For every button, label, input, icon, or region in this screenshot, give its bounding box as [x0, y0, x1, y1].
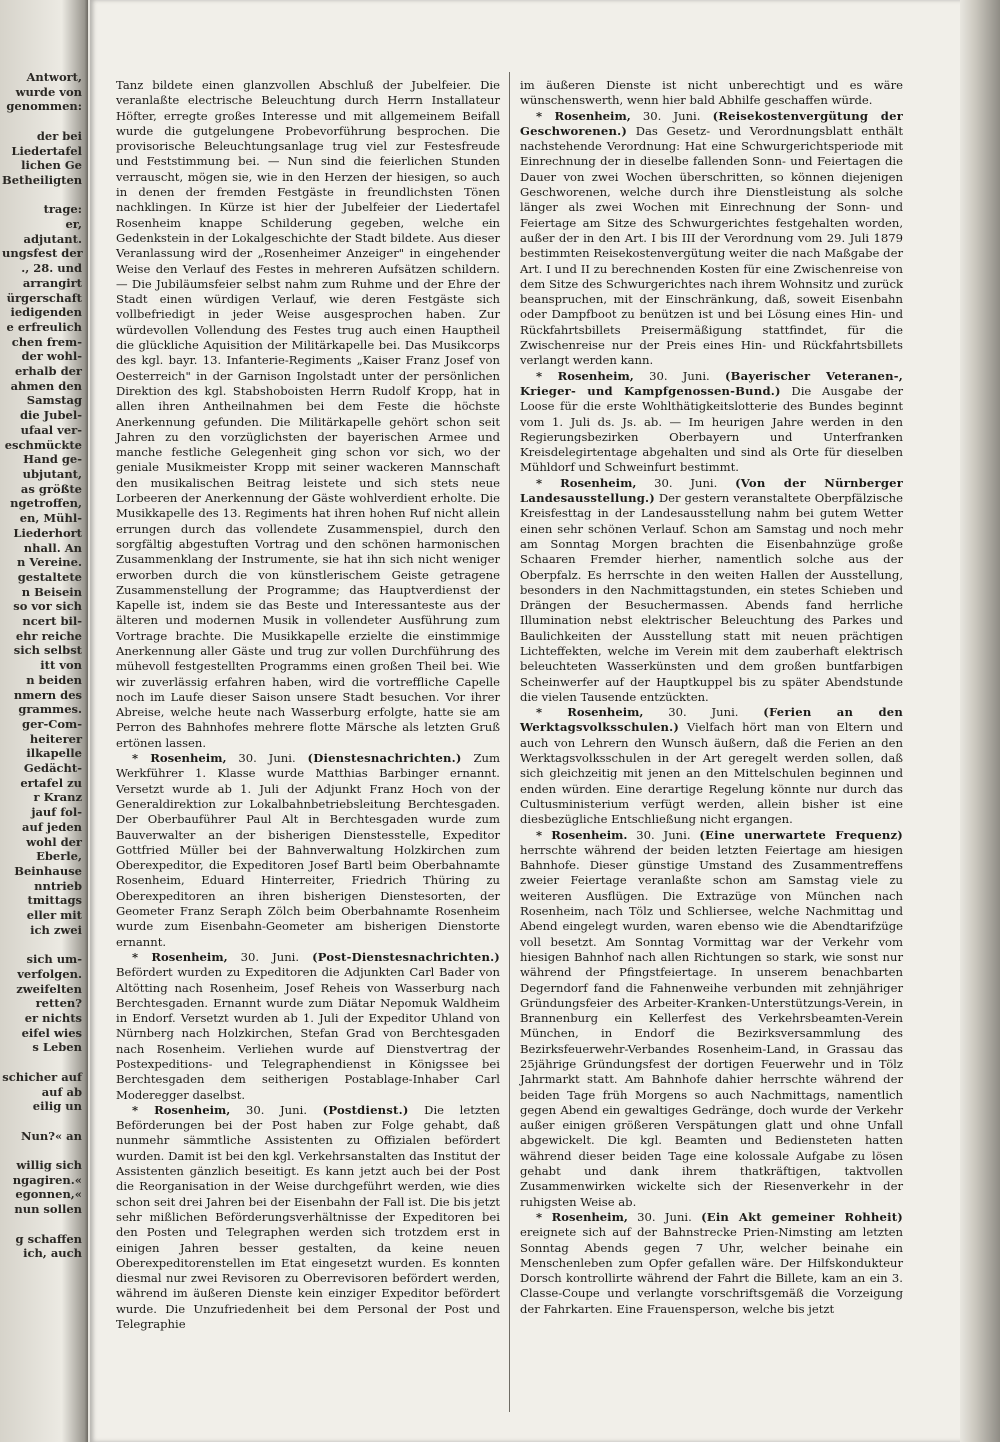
- adjacent-page-text-fragments: [2, 70, 82, 1261]
- news-article: [116, 1103, 500, 1332]
- news-article: [520, 476, 903, 705]
- article-date: 30. Juni.: [245, 1102, 308, 1117]
- edge-fragment: ürgerschaft: [6, 290, 82, 305]
- edge-fragment: ngagiren.«: [12, 1172, 82, 1187]
- edge-fragment: er nichts: [24, 1011, 82, 1025]
- edge-fragment: er,: [65, 217, 82, 232]
- news-article: [116, 78, 500, 751]
- edge-fragment: Liedertafel: [11, 143, 82, 158]
- edge-fragment: eifel wies: [21, 1025, 82, 1040]
- article-body: ereignete sich auf der Bahnstrecke Prien-Nimsting am letzten Sonntag Abends gegen 7 Uhr, welcher beinahe ein Menschenleben zum Opfer gefallen wäre. Der Hilfskondukteur Dorsch kontrollirte während der Fahrt die Billete, kam an ein 3. Classe-Coupe und verlangte vorschriftsgemäß die Vorzeigung der Fahrkarten. Eine Frauensperson, welche bis jetzt: [520, 1225, 903, 1316]
- edge-fragment: grammes.: [18, 702, 82, 717]
- edge-fragment: ehr reiche: [15, 628, 82, 643]
- edge-fragment: eller mit: [26, 908, 82, 923]
- edge-fragment: die Jubel-: [19, 408, 82, 423]
- right-column: [520, 78, 903, 1317]
- edge-fragment: ubjutant,: [22, 466, 82, 481]
- edge-fragment: sich um-: [26, 952, 82, 967]
- article-body: im äußeren Dienste ist nicht unberechtigt und es wäre wünschenswerth, wenn hier bald Abhilfe geschaffen würde.: [520, 78, 903, 108]
- edge-fragment: [2, 1143, 82, 1158]
- edge-fragment: n Beisein: [21, 584, 82, 599]
- edge-fragment: schicher auf: [2, 1069, 82, 1084]
- edge-fragment: itt von: [40, 658, 82, 673]
- edge-fragment: Samstag: [26, 393, 82, 408]
- article-dateline: * Rosenheim,: [536, 108, 631, 123]
- edge-fragment: nun sollen: [14, 1202, 82, 1217]
- edge-fragment: wohl der: [26, 834, 82, 849]
- article-date: 30. Juni.: [649, 368, 710, 383]
- edge-fragment: zweifelten: [16, 981, 82, 996]
- article-dateline: * Rosenheim,: [536, 368, 634, 383]
- article-body: Die Ausgabe der Loose für die erste Wohlthätigkeitslotterie des Bundes beginnt vom 1. Juli ds. Js. ab. — Im heurigen Jahre werden in den Regierungsbezirken Oberbayern und Unterfranken Kreisdelegirtentage abgehalten und sind als Orte für dieselben Mühldorf und Schweinfurt bestimmt.: [520, 383, 904, 475]
- adjacent-page-edge: [0, 0, 88, 1442]
- article-body: Das Gesetz- und Verordnungsblatt enthält nachstehende Verordnung: Hat eine Schwurgerichtsperiode mit Einrechnung der in dieselbe fallenden Sonn- und Feiertagen die Dauer von zwei Wochen überschritten, so können diejenigen Geschworenen, welche durch ihre Dienstleistung als solche länger als zwei Wochen mit Einrechnung der Sonn- und Feiertage am Sitze des Schwurgerichtes festgehalten worden, außer der in den Art. I bis III der Verordnung vom 29. Juli 1879 bestimmten Reisekostenvergütung weiter die nach Maßgabe der Art. I und II zu berechnenden Kosten für eine Zwischenreise von dem Sitze des Schwurgerichtes nach ihrem Wohnsitz und zurück beanspruchen, mit der Einschränkung, daß, soweit Eisenbahn oder Dampfboot zu benützen ist und bei Lösung eines Hin- und Rückfahrtsbillets Preisermäßigung stattfindet, für die Zwischenreise nur der Preis eines Hin- und Rückfahrtsbillets verlangt werden kann.: [520, 123, 903, 368]
- edge-fragment: [2, 114, 82, 129]
- edge-fragment: s Leben: [32, 1040, 82, 1055]
- article-headline: (Reisekostenvergütung der Geschworenen.): [520, 108, 904, 138]
- edge-fragment: ncert bil-: [22, 614, 82, 629]
- edge-fragment: gestaltete: [17, 569, 82, 584]
- column-divider: [509, 72, 510, 1412]
- edge-fragment: [2, 1055, 82, 1070]
- edge-fragment: genommen:: [6, 99, 82, 114]
- news-article: [520, 78, 903, 109]
- edge-fragment: ilkapelle: [26, 746, 82, 761]
- edge-fragment: eilig un: [32, 1099, 82, 1114]
- edge-fragment: en, Mühl-: [19, 511, 82, 526]
- edge-fragment: ngetroffen,: [10, 496, 82, 511]
- edge-fragment: ungsfest der: [2, 246, 83, 261]
- news-article: [520, 109, 903, 369]
- edge-fragment: ich, auch: [23, 1246, 82, 1261]
- left-column: [116, 78, 500, 1332]
- edge-fragment: arrangirt: [22, 275, 82, 290]
- edge-fragment: verfolgen.: [17, 966, 82, 981]
- edge-fragment: chen frem-: [11, 334, 82, 349]
- edge-fragment: nntrieb: [34, 878, 82, 893]
- article-body: Tanz bildete einen glanzvollen Abschluß der Jubelfeier. Die veranlaßte electrische Beleuchtung durch Herrn Installateur Höfter, erregte großes Interesse und mit allgemeinem Beifall wurde die gutgelungene Probevorführung besprochen. Die provisorische Beleuchtungsanlage trug viel zur Festesfreude und Feststimmung bei. — Nun sind die feierlichen Stunden verrauscht, mögen sie, wie in den Herzen der hiesigen, so auch in denen der fremden Festgäste in freundlichsten Tönen nachklingen. In Kürze ist hier der Jubelfeier der Liedertafel Rosenheim knappe Schilderung gegeben, welche ein Gedenkstein in der Lokalgeschichte der Stadt bildete. Aus dieser Veranlassung wird der „Rosenheimer Anzeiger" in eingehender Weise den Verlauf des Festes in mehreren Aufsätzen schildern. — Die Jubiläumsfeier selbst nahm zum Ruhme und der Ehre der Stadt einen würdigen Verlauf, wie deren Festgäste sich vollbefriedigt in jeder Weise ausgesprochen haben. Zur würdevollen Vollendung des Festes trug auch einen Hauptheil die glückliche Aquisition der Militärkapelle bei. Das Musikcorps des kgl. bayr. 13. Infanterie-Regiments „Kaiser Franz Josef von Oesterreich" in der Garnison Ingolstadt unter der persönlichen Direktion des kgl. Stabshoboisten Herrn Rudolf Kropp, hat in allen ihren Antheilnahmen bei dem Feste die höchste Anerkennung gefunden. Die Militärkapelle gehört schon seit Jahren zu den vorzüglichsten der bayerischen Armee und manche festliche Gelegenheit ging schon vor sich, wo der geniale Musikmeister Kropp mit seiner wackeren Mannschaft den musikalischen Beitrag leistete und sich stets neue Lorbeeren der Anerkennung der Gäste wohlverdient erholte. Die Musikkapelle des 13. Regiments hat ihren hohen Ruf nicht allein errungen durch das vollendete Zusammenspiel, durch den sorgfältig abgestuften Vortrag und den schönen harmonischen Zusammenklang der Instrumente, sie hat ihn sich nicht weniger erworben durch die von künstlerischem Geiste getragene Zusammenstellung der Programme; das Hauptverdienst der Kapelle ist, indem sie das Beste und Interessanteste aus der älteren und modernen Musik in vollendeter Ausführung zum Vortrage brachte. Die Musikkapelle erzielte die einstimmige Anerkennung aller Gäste und trug zur vollen Durchführung des mühevoll festgestellten Programms einen großen Theil bei. Wie wir zuverlässig erfahren haben, wird die vortreffliche Capelle noch im Laufe dieser Saison unsere Stadt besuchen. Vor ihrer Abreise, welche heute nach Wasserburg erfolgte, hatte sie am Perron des Bahnhofes mehrere flotte Märsche als letzten Gruß ertönen lassen.: [116, 78, 500, 750]
- article-dateline: * Rosenheim.: [536, 827, 628, 842]
- article-body: herrschte während der beiden letzten Feiertage am hiesigen Bahnhofe. Dieser günstige Umstand des Zusammentreffens zweier Feiertage veranlaßte schon am Samstag viele zu weiteren Ausflügen. Die Extrazüge von München nach Rosenheim, nach Tölz und Schliersee, welche Nachmittag und Abend eingelegt wurden, waren ebenso wie die Abendtarifzüge voll besetzt. Am Sonntag Vormittag war der Verkehr vom hiesigen Bahnhof nach allen Richtungen so stark, wie sonst nur während der Pfingstfeiertage. In unserem benachbarten Degerndorf fand die Fahnenweihe verbunden mit zehnjähriger Gründungsfeier des Arbeiter-Kranken-Unterstützungs-Verein, in Brannenburg ein Kellerfest des Verkehrsbeamten-Verein München, in Endorf die Bezirksversammlung des Bezirksfeuerwehr-Verbandes Rosenheim-Land, in Grassau das 25jährige Gründungsfest der dortigen Feuerwehr und in Tölz Jahrmarkt statt. Am Bahnhofe dahier herrschte während der beiden Tage früh Morgens so auch Nachmittags, namentlich gegen Abend ein gewaltiges Gedränge, doch wurde der Verkehr außer einigen größeren Verspätungen glatt und ohne Unfall abgewickelt. Die kgl. Beamten und Bediensteten hatten während dieser beiden Tage eine kolossale Aufgabe zu lösen gehabt und dank ihrem thatkräftigen, taktvollen Zusammenwirken wickelte sich der Riesenverkehr in der ruhigsten Weise ab.: [520, 842, 903, 1209]
- edge-fragment: heiterer: [29, 731, 82, 746]
- article-headline: (Ein Akt gemeiner Rohheit): [701, 1209, 903, 1224]
- article-headline: (Bayerischer Veteranen-, Krieger- und Kampfgenossen-Bund.): [520, 368, 904, 398]
- article-date: 30. Juni.: [668, 705, 739, 720]
- article-headline: (Ferien an den Werktagsvolksschulen.): [520, 705, 904, 735]
- article-body: Die letzten Beförderungen bei der Post haben zur Folge gehabt, daß nunmehr sämmtliche Assistenten zu Offizialen befördert wurden. Damit ist bei den kgl. Verkehrsanstalten das Institut der Assistenten gänzlich beseitigt. Es kann jetzt auch bei der Post die Reorganisation in der Weise durchgeführt werden, wie dies schon seit drei Jahren bei der Eisenbahn der Fall ist. Die bis jetzt sehr mißlichen Beförderungsverhältnisse der Expeditoren bei den Posten und Telegraphen werden sich trotzdem erst in einigen Jahren besser gestalten, da keine neuen Oberexpeditorenstellen im Etat eingesetzt wurden. Es konnten diesmal nur zwei Revisoren zu Oberrevisoren befördert werden, während im äußeren Dienste kein einziger Expeditor befördert wurde. Die Unzufriedenheit bei dem Personal der Post und Telegraphie: [116, 1102, 500, 1332]
- edge-fragment: e erfreulich: [6, 319, 82, 334]
- edge-fragment: egonnen,«: [15, 1187, 82, 1202]
- article-headline: (Postdienst.): [322, 1102, 409, 1117]
- edge-fragment: retten?: [35, 996, 82, 1011]
- article-body: Zum Werkführer 1. Klasse wurde Matthias Barbinger ernannt. Versetzt wurde ab 1. Juli der Adjunkt Franz Hoch von der Generaldirektion zur Lokalbahnbetriebsleitung Berchtesgaden. Der Oberbauführer Paul Alt in Berchtesgaden wurde zum Bauverwalter an der bisherigen Dienstesstelle, Expeditor Gottfried Müller bei der Bahnverwaltung Holzkirchen zum Oberexpeditor, die Expeditoren Josef Bartl beim Oberbahnamte Rosenheim, Eduard Hinterreiter, Friedrich Thüring zu Oberexpeditoren an ihren bisherigen Dienstesorten, der Geometer Franz Seraph Zölch beim Oberbahnamte Rosenheim wurde zum Eisenbahn-Geometer am bisherigen Dienstorte ernannt.: [116, 751, 500, 949]
- edge-fragment: r Kranz: [33, 790, 82, 805]
- edge-fragment: wurde von: [15, 84, 82, 99]
- edge-fragment: nmern des: [13, 687, 82, 702]
- article-headline: (Eine unerwartete Frequenz): [699, 827, 903, 842]
- article-dateline: * Rosenheim,: [536, 705, 644, 720]
- article-dateline: * Rosenheim,: [132, 1102, 231, 1117]
- news-article: [520, 828, 903, 1210]
- news-article: [116, 950, 500, 1103]
- edge-fragment: Gedächt-: [23, 761, 82, 776]
- edge-fragment: Eberle,: [36, 849, 82, 864]
- article-dateline: * Rosenheim,: [132, 751, 227, 766]
- page-shadow-right: [960, 0, 1000, 1442]
- news-article: [116, 751, 500, 950]
- edge-fragment: Nun?« an: [21, 1128, 82, 1143]
- article-date: 30. Juni.: [654, 475, 718, 490]
- edge-fragment: [2, 1114, 82, 1129]
- edge-fragment: [2, 188, 82, 203]
- edge-fragment: nhall. An: [23, 540, 82, 555]
- article-body: Vielfach hört man von Eltern und auch von Lehrern den Wunsch äußern, daß die Ferien an den Werktagsvolksschulen in der Art geregelt werden sollen, daß sich gleichzeitig mit jenen an den Mittelschulen beginnen und enden würden. Eine derartige Regelung könnte nur durch das Cultusministerium verfügt werden, allein bisher ist eine diesbezügliche Entschließung nicht ergangen.: [520, 720, 903, 827]
- edge-fragment: auf ab: [41, 1084, 82, 1099]
- edge-fragment: tmittags: [27, 893, 82, 908]
- edge-fragment: der bei: [36, 128, 82, 143]
- edge-fragment: g schaffen: [15, 1231, 82, 1246]
- edge-fragment: adjutant.: [23, 231, 82, 246]
- edge-fragment: ertafel zu: [20, 775, 82, 790]
- news-article: [520, 1210, 903, 1317]
- edge-fragment: trage:: [43, 202, 82, 217]
- edge-fragment: lichen Ge: [21, 158, 82, 173]
- edge-fragment: Betheiligten: [2, 172, 83, 187]
- article-date: 30. Juni.: [637, 1209, 692, 1224]
- article-headline: (Dienstesnachrichten.): [307, 751, 462, 766]
- edge-fragment: Liederhort: [13, 525, 82, 540]
- edge-fragment: ufaal ver-: [20, 422, 82, 437]
- article-dateline: * Rosenheim,: [132, 949, 228, 964]
- edge-fragment: n Vereine.: [17, 555, 82, 570]
- article-date: 30. Juni.: [642, 108, 701, 123]
- article-body: Befördert wurden zu Expeditoren die Adjunkten Carl Bader von Altötting nach Rosenheim, Josef Reheis von Wasserburg nach Berchtesgaden. Ernannt wurde zum Diätar Nepomuk Waldheim in Endorf. Versetzt wurden ab 1. Juli der Expeditor Uhland von Nürnberg nach Holzkirchen, Stefan Grad von Berchtesgaden nach Rosenheim. Verliehen wurde auf Dienstvertrag der Postexpeditions- und Telegraphendienst in Königssee bei Berchtesgaden dem seitherigen Postablage-Inhaber Carl Moderegger daselbst.: [116, 965, 500, 1102]
- edge-fragment: willig sich: [16, 1158, 82, 1173]
- edge-fragment: as größte: [20, 481, 82, 496]
- edge-fragment: iedigenden: [10, 305, 82, 320]
- edge-fragment: eschmückte: [4, 437, 82, 452]
- edge-fragment: jauf fol-: [31, 805, 82, 820]
- edge-fragment: erhalb der: [14, 364, 82, 379]
- news-article: [520, 705, 903, 827]
- edge-fragment: Beinhause: [14, 863, 82, 878]
- article-body: Der gestern veranstaltete Oberpfälzische Kreisfesttag in der Landesausstellung nahm bei gutem Wetter einen sehr schönen Verlauf. Schon am Samstag und noch mehr am Sonntag Morgen brachten die Eisenbahnzüge große Schaaren Fremder hierher, namentlich solche aus der Oberpfalz. Es herrschte in den weiten Hallen der Ausstellung, besonders in den Nachmittagstunden, ein stetes Schieben und Drängen der Besuchermassen. Abends fand herrliche Illumination nebst elektrischer Beleuchtung des Parkes und Baulichkeiten der Ausstellung statt mit neuen prächtigen Lichteffekten, welche im Verein mit dem zauberhaft elektrisch beleuchteten Wasserkünsten und dem großen buntfarbigen Scheinwerfer auf der Hauptkuppel bis zu später Abendstunde die vielen Tausende entzückten.: [520, 491, 903, 704]
- edge-fragment: auf jeden: [22, 819, 82, 834]
- news-article: [520, 369, 903, 476]
- article-headline: (Von der Nürnberger Landesausstellung.): [520, 475, 904, 506]
- edge-fragment: ahmen den: [10, 378, 82, 393]
- edge-fragment: der wohl-: [21, 349, 82, 364]
- edge-fragment: [2, 1217, 82, 1232]
- edge-fragment: sich selbst: [13, 643, 82, 658]
- article-date: 30. Juni.: [240, 949, 300, 964]
- article-headline: (Post-Dienstesnachrichten.): [312, 949, 500, 964]
- article-dateline: * Rosenheim,: [536, 475, 637, 490]
- article-date: 30. Juni.: [238, 751, 296, 766]
- article-dateline: * Rosenheim,: [536, 1209, 628, 1224]
- edge-fragment: n beiden: [26, 672, 82, 687]
- edge-fragment: ich zwei: [30, 922, 82, 937]
- edge-fragment: so vor sich: [13, 599, 82, 614]
- article-date: 30. Juni.: [636, 827, 691, 842]
- edge-fragment: Hand ge-: [23, 452, 82, 467]
- edge-fragment: [2, 937, 82, 952]
- edge-fragment: ger-Com-: [22, 716, 82, 731]
- edge-fragment: ., 28. und: [21, 261, 82, 276]
- edge-fragment: Antwort,: [26, 70, 82, 84]
